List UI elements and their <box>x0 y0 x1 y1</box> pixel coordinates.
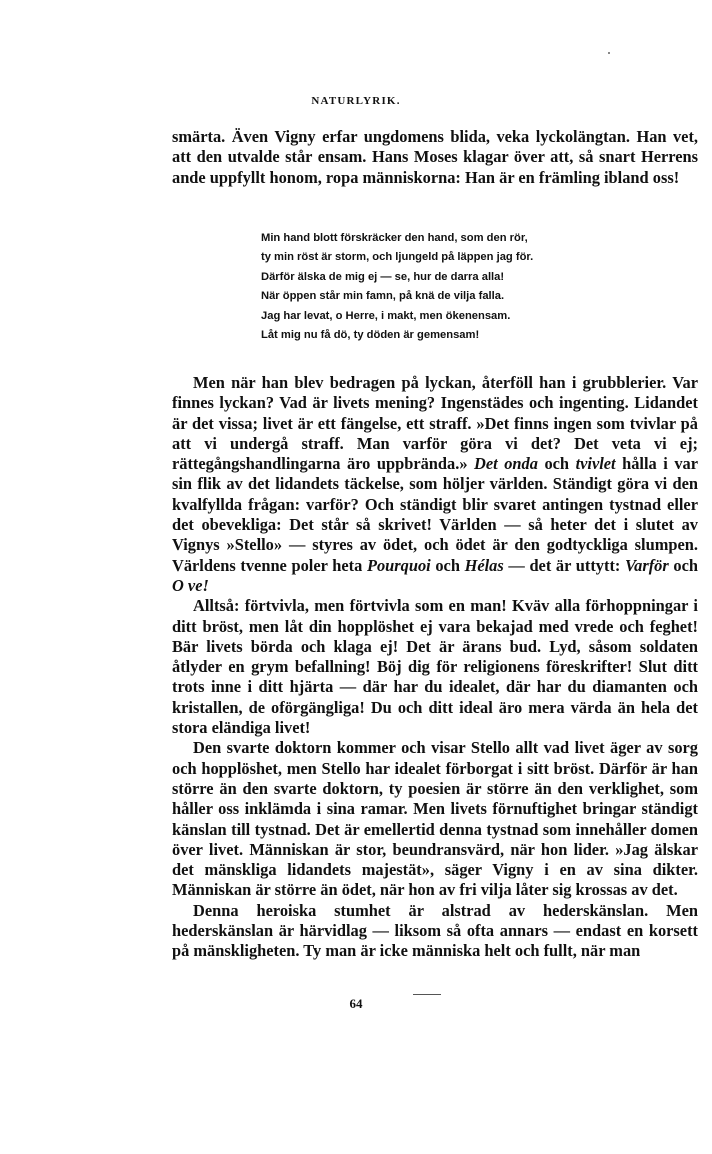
italic-phrase: Pourquoi <box>366 555 431 575</box>
text-run: och <box>430 555 465 575</box>
italic-phrase: Varför <box>625 555 669 575</box>
text-run: och <box>537 454 576 474</box>
italic-phrase: Det onda <box>474 454 538 474</box>
poem-line: Därför älska de mig ej — se, hur de darra alla! <box>261 270 505 283</box>
italic-phrase: Hélas <box>464 555 504 575</box>
poem-line: Min hand blott förskräcker den hand, som den rör, <box>261 232 528 244</box>
poem-line: Låt mig nu få dö, ty döden är gemensam! <box>261 329 480 342</box>
paragraph-4: Denna heroiska stumhet är alstrad av hederskänslan. Men hederskänslan är härvidlag — liksom så ofta annars — endast en korsett på mänskligheten. Ty man är icke människa helt och fullt, när man <box>172 900 698 961</box>
text-run: — det är uttytt: <box>503 555 626 575</box>
text-run: Men när han blev bedragen på lyckan, återföll han i grubblerier. Var finnes lyckan? Vad är livets mening? Ingenstädes och ingenting. Lidandet är det vissa; livet är ett fängelse, ett straff. »Det finns ingen som tvivlar på att vi undergå straff. Man varför göra vi det? Det veta vi ej; rättegångshandlingarna äro uppbrända.» <box>172 373 698 474</box>
page-number-rule <box>413 994 441 995</box>
print-speck <box>608 52 610 54</box>
poem-line: ty min röst är storm, och ljungeld på läppen jag för. <box>261 251 534 264</box>
running-header: NATURLYRIK. <box>311 95 401 107</box>
paragraph-3: Den svarte doktorn kommer och visar Stello allt vad livet äger av sorg och hopplöshet, men Stello har idealet förborgat i sitt bröst. Därför är han större än den svarte doktorn, ty poesien är större än den verklighet, som håller oss inklämda i sina ramar. Men livets förnuftighet bringar ständigt känslan till tystnad. Det är emellertid denna tystnad som innehåller domen över livet. Människan är stor, beundransvärd, när hon lider. »Jag älskar det mänskliga lidandets majestät», säger Vigny i en av sina dikter. Människan är större än ödet, när hon av fri vilja låter sig krossas av det. <box>172 738 698 900</box>
poem-quote <box>261 229 661 345</box>
text-run: och <box>668 555 698 575</box>
poem-line: När öppen står min famn, på knä de vilja falla. <box>261 290 505 303</box>
paragraph-2: Alltså: förtvivla, men förtvivla som en man! Kväv alla förhoppningar i ditt bröst, men låt din hopplöshet ej vara bekajad med vrede och feghet! Bär livets börda och klaga ej! Det är ärans bud. Lyd, såsom soldaten åtlyder en grym befallning! Böj dig för religionens föreskrifter! Slut ditt trots inne i ditt hjärta — där har du idealet, där har du diamanten och kristallen, de oförgängliga! Du och ditt ideal äro mera värda än hela det stora eländiga livet! <box>172 596 698 738</box>
paragraph-1 <box>172 373 698 596</box>
italic-phrase: O ve! <box>172 575 209 595</box>
main-text <box>172 373 698 962</box>
top-paragraph-block <box>172 127 698 188</box>
italic-phrase: tvivlet <box>575 454 616 474</box>
text-run: hålla i var sin flik av det lidandets täckelse, som höljer världen. Ständigt göra vi den kvalfyllda frågan: varför? Och ständigt blir svaret antingen tystnad eller det obevekliga: Det står så skrivet! Världen — så heter det i slutet av Vignys »Stello» — styres av ödet, och ödet är den godtyckliga slumpen. Världens tvenne poler heta <box>172 454 698 575</box>
page-number: 64 <box>349 996 363 1011</box>
poem-line: Jag har levat, o Herre, i makt, men ökenensam. <box>261 309 511 322</box>
top-paragraph: smärta. Även Vigny erfar ungdomens blida, veka lyckolängtan. Han vet, att den utvalde står ensam. Hans Moses klagar över att, så snart Herrens ande uppfyllt honom, ropa människorna: Han är en främling ibland oss! <box>172 127 698 187</box>
